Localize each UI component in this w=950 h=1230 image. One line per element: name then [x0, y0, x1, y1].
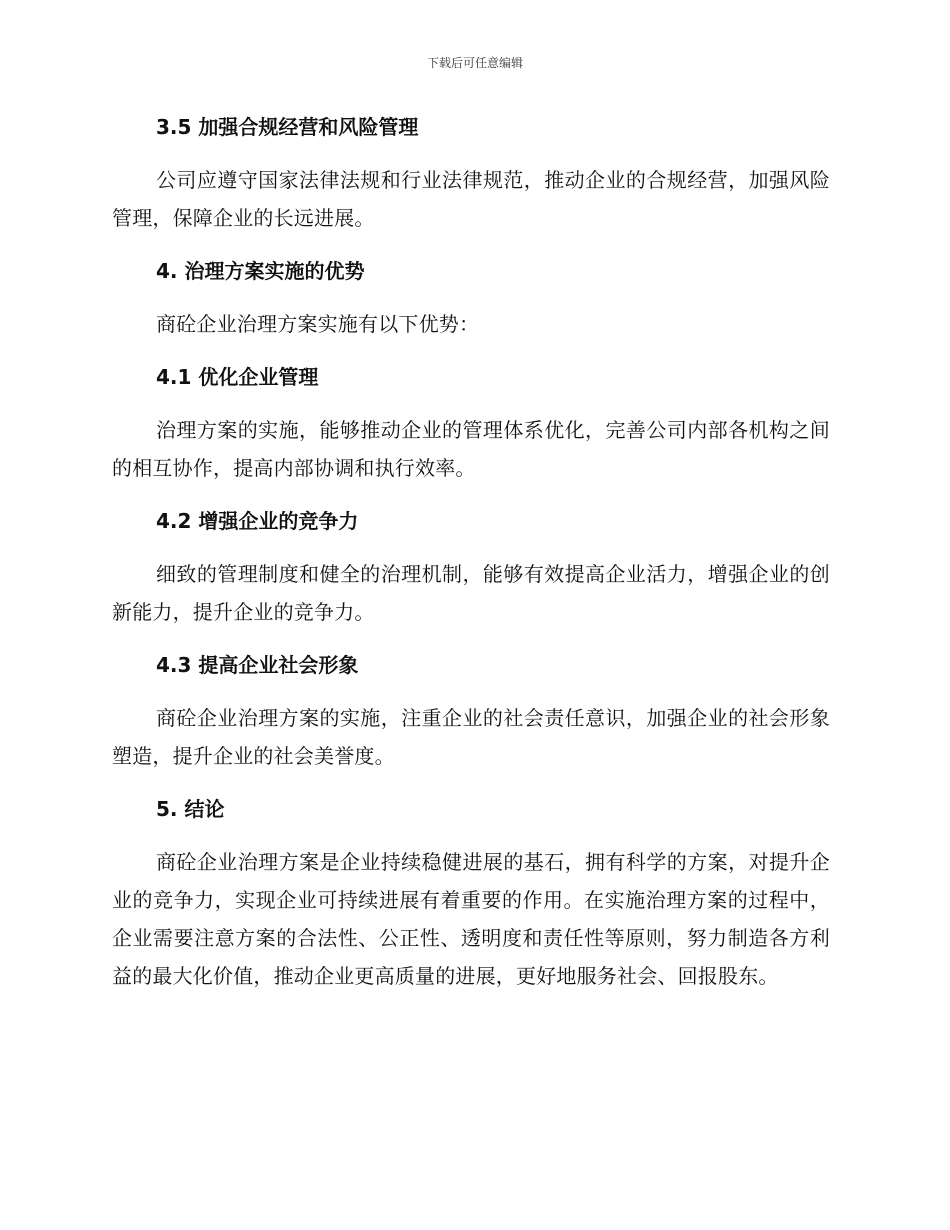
section-paragraph-5: 商砼企业治理方案是企业持续稳健进展的基石，拥有科学的方案，对提升企业的竞争力，实现企业可持续进展有着重要的作用。在实施治理方案的过程中，企业需要注意方案的合法性、公正性、透明度和责任性等原则，努力制造各方利益的最大化价值，推动企业更高质量的进展，更好地服务社会、回报股东。 — [112, 850, 830, 988]
section-paragraph-4-1: 治理方案的实施，能够推动企业的管理体系优化，完善公司内部各机构之间的相互协作，提高内部协调和执行效率。 — [112, 418, 830, 480]
section-heading-3-5: 3.5 加强合规经营和风险管理 — [156, 115, 419, 139]
section-paragraph-4: 商砼企业治理方案实施有以下优势： — [156, 312, 480, 336]
section-heading-4: 4. 治理方案实施的优势 — [156, 259, 365, 283]
section-heading-5: 5. 结论 — [156, 797, 225, 821]
section-heading-4-3: 4.3 提高企业社会形象 — [156, 653, 359, 677]
section-paragraph-4-2: 细致的管理制度和健全的治理机制，能够有效提高企业活力，增强企业的创新能力，提升企业的竞争力。 — [112, 562, 830, 624]
page-header-note: 下载后可任意编辑 — [426, 56, 523, 70]
section-heading-4-2: 4.2 增强企业的竞争力 — [156, 509, 359, 533]
section-paragraph-3-5: 公司应遵守国家法律法规和行业法律规范，推动企业的合规经营，加强风险管理，保障企业的长远进展。 — [112, 168, 830, 230]
section-heading-4-1: 4.1 优化企业管理 — [156, 365, 319, 389]
section-paragraph-4-3: 商砼企业治理方案的实施，注重企业的社会责任意识，加强企业的社会形象塑造，提升企业的社会美誉度。 — [112, 706, 830, 768]
document-body — [112, 108, 830, 995]
